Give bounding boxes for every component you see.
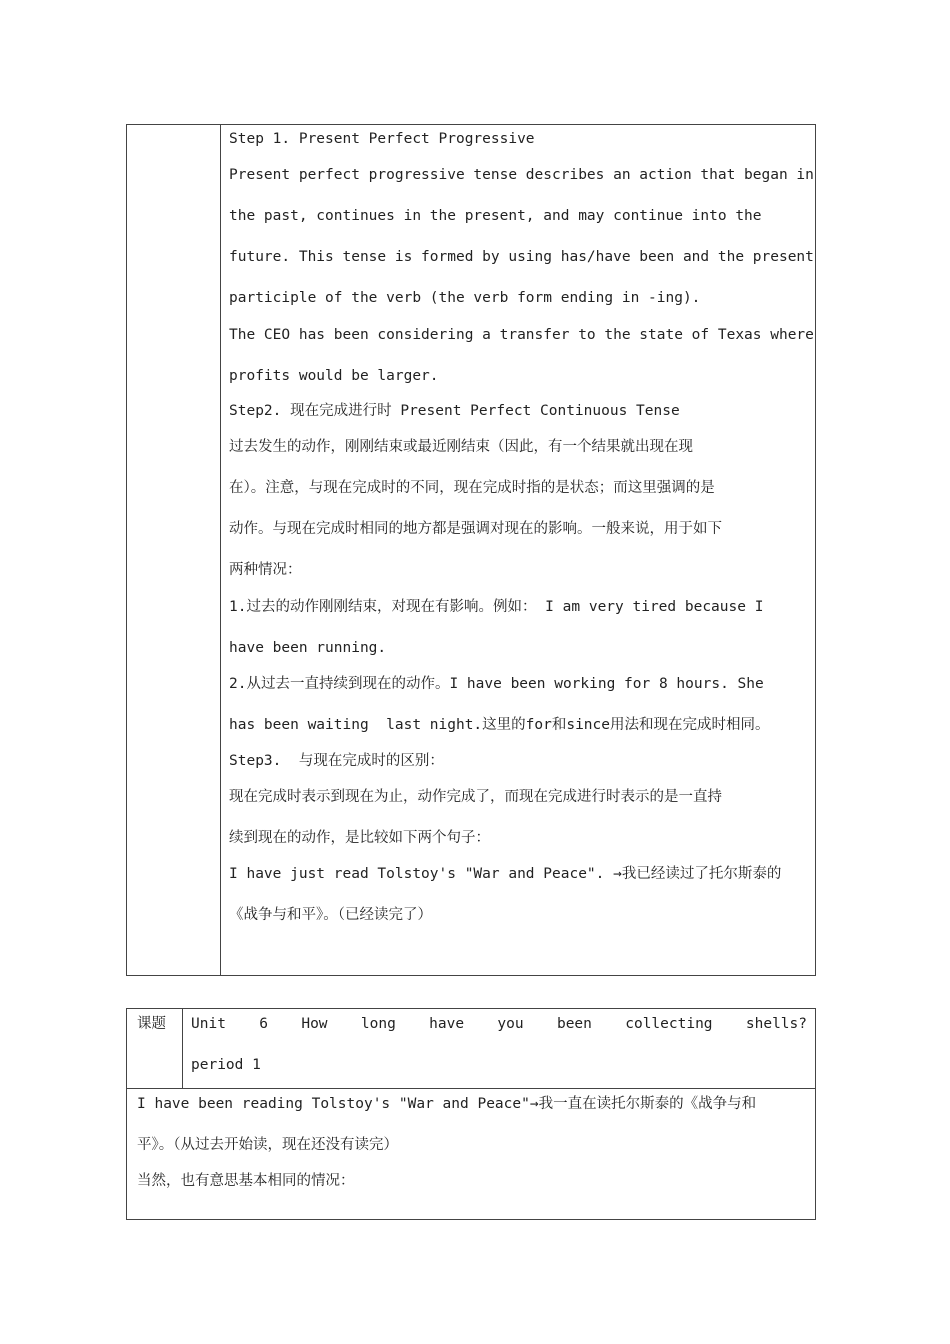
- content-cell: [229, 125, 815, 975]
- text-line: 2.从过去一直持续到现在的动作。I have been working for 8 hours. She: [229, 676, 764, 692]
- text-line: 当然，也有意思基本相同的情况：: [137, 1173, 355, 1189]
- column-divider: [220, 125, 221, 975]
- title-word: long: [360, 1016, 396, 1032]
- text-line: participle of the verb (the verb form ending in -ing).: [229, 290, 701, 306]
- text-line: 现在完成时表示到现在为止，动作完成了，而现在完成进行时表示的是一直持: [229, 789, 722, 805]
- text-line: 动作。与现在完成时相同的地方都是强调对现在的影响。一般来说，用于如下: [229, 521, 722, 537]
- text-line: I have just read Tolstoy's "War and Peace". →我已经读过了托尔斯泰的: [229, 866, 782, 882]
- text-line: I have been reading Tolstoy's "War and Peace"→我一直在读托尔斯泰的《战争与和: [137, 1096, 757, 1112]
- text-line: Step 1. Present Perfect Progressive: [229, 131, 535, 147]
- text-line: Step3. 与现在完成时的区别：: [229, 753, 444, 769]
- topic-label: 课题: [137, 1016, 166, 1032]
- text-line: 《战争与和平》。（已经读完了）: [229, 907, 432, 923]
- table-lesson-content: [126, 124, 816, 976]
- lesson-period: period 1: [191, 1057, 261, 1073]
- text-line: profits would be larger.: [229, 368, 439, 384]
- text-line: 两种情况：: [229, 562, 302, 578]
- text-line: future. This tense is formed by using has/have been and the present: [229, 249, 814, 265]
- title-word: 6: [259, 1016, 268, 1032]
- text-line: 续到现在的动作，是比较如下两个句子：: [229, 830, 490, 846]
- title-word: been: [556, 1016, 592, 1032]
- text-line: have been running.: [229, 640, 387, 656]
- text-line: the past, continues in the present, and may continue into the: [229, 208, 762, 224]
- table-lesson-header: [126, 1008, 816, 1220]
- text-line: Step2. 现在完成进行时 Present Perfect Continuous Tense: [229, 403, 680, 419]
- text-line: 1.过去的动作刚刚结束，对现在有影响。例如： I am very tired because I: [229, 599, 764, 615]
- row-divider: [127, 1088, 815, 1089]
- title-word: have: [429, 1016, 465, 1032]
- title-word: Unit: [191, 1016, 226, 1032]
- lesson-title: [191, 1015, 807, 1033]
- title-word: collecting: [625, 1016, 713, 1032]
- title-word: you: [497, 1016, 524, 1032]
- title-word: How: [301, 1016, 328, 1032]
- text-line: has been waiting last night.这里的for和since用法和现在完成时相同。: [229, 717, 770, 733]
- text-line: The CEO has been considering a transfer to the state of Texas where: [229, 327, 814, 343]
- column-divider: [182, 1009, 183, 1088]
- text-line: 在）。注意，与现在完成时的不同，现在完成时指的是状态；而这里强调的是: [229, 480, 715, 496]
- text-line: Present perfect progressive tense describes an action that began in: [229, 167, 814, 183]
- text-line: 过去发生的动作，刚刚结束或最近刚结束（因此，有一个结果就出现在现: [229, 439, 693, 455]
- title-word: shells?: [745, 1016, 807, 1032]
- text-line: 平》。（从过去开始读，现在还没有读完）: [137, 1137, 398, 1153]
